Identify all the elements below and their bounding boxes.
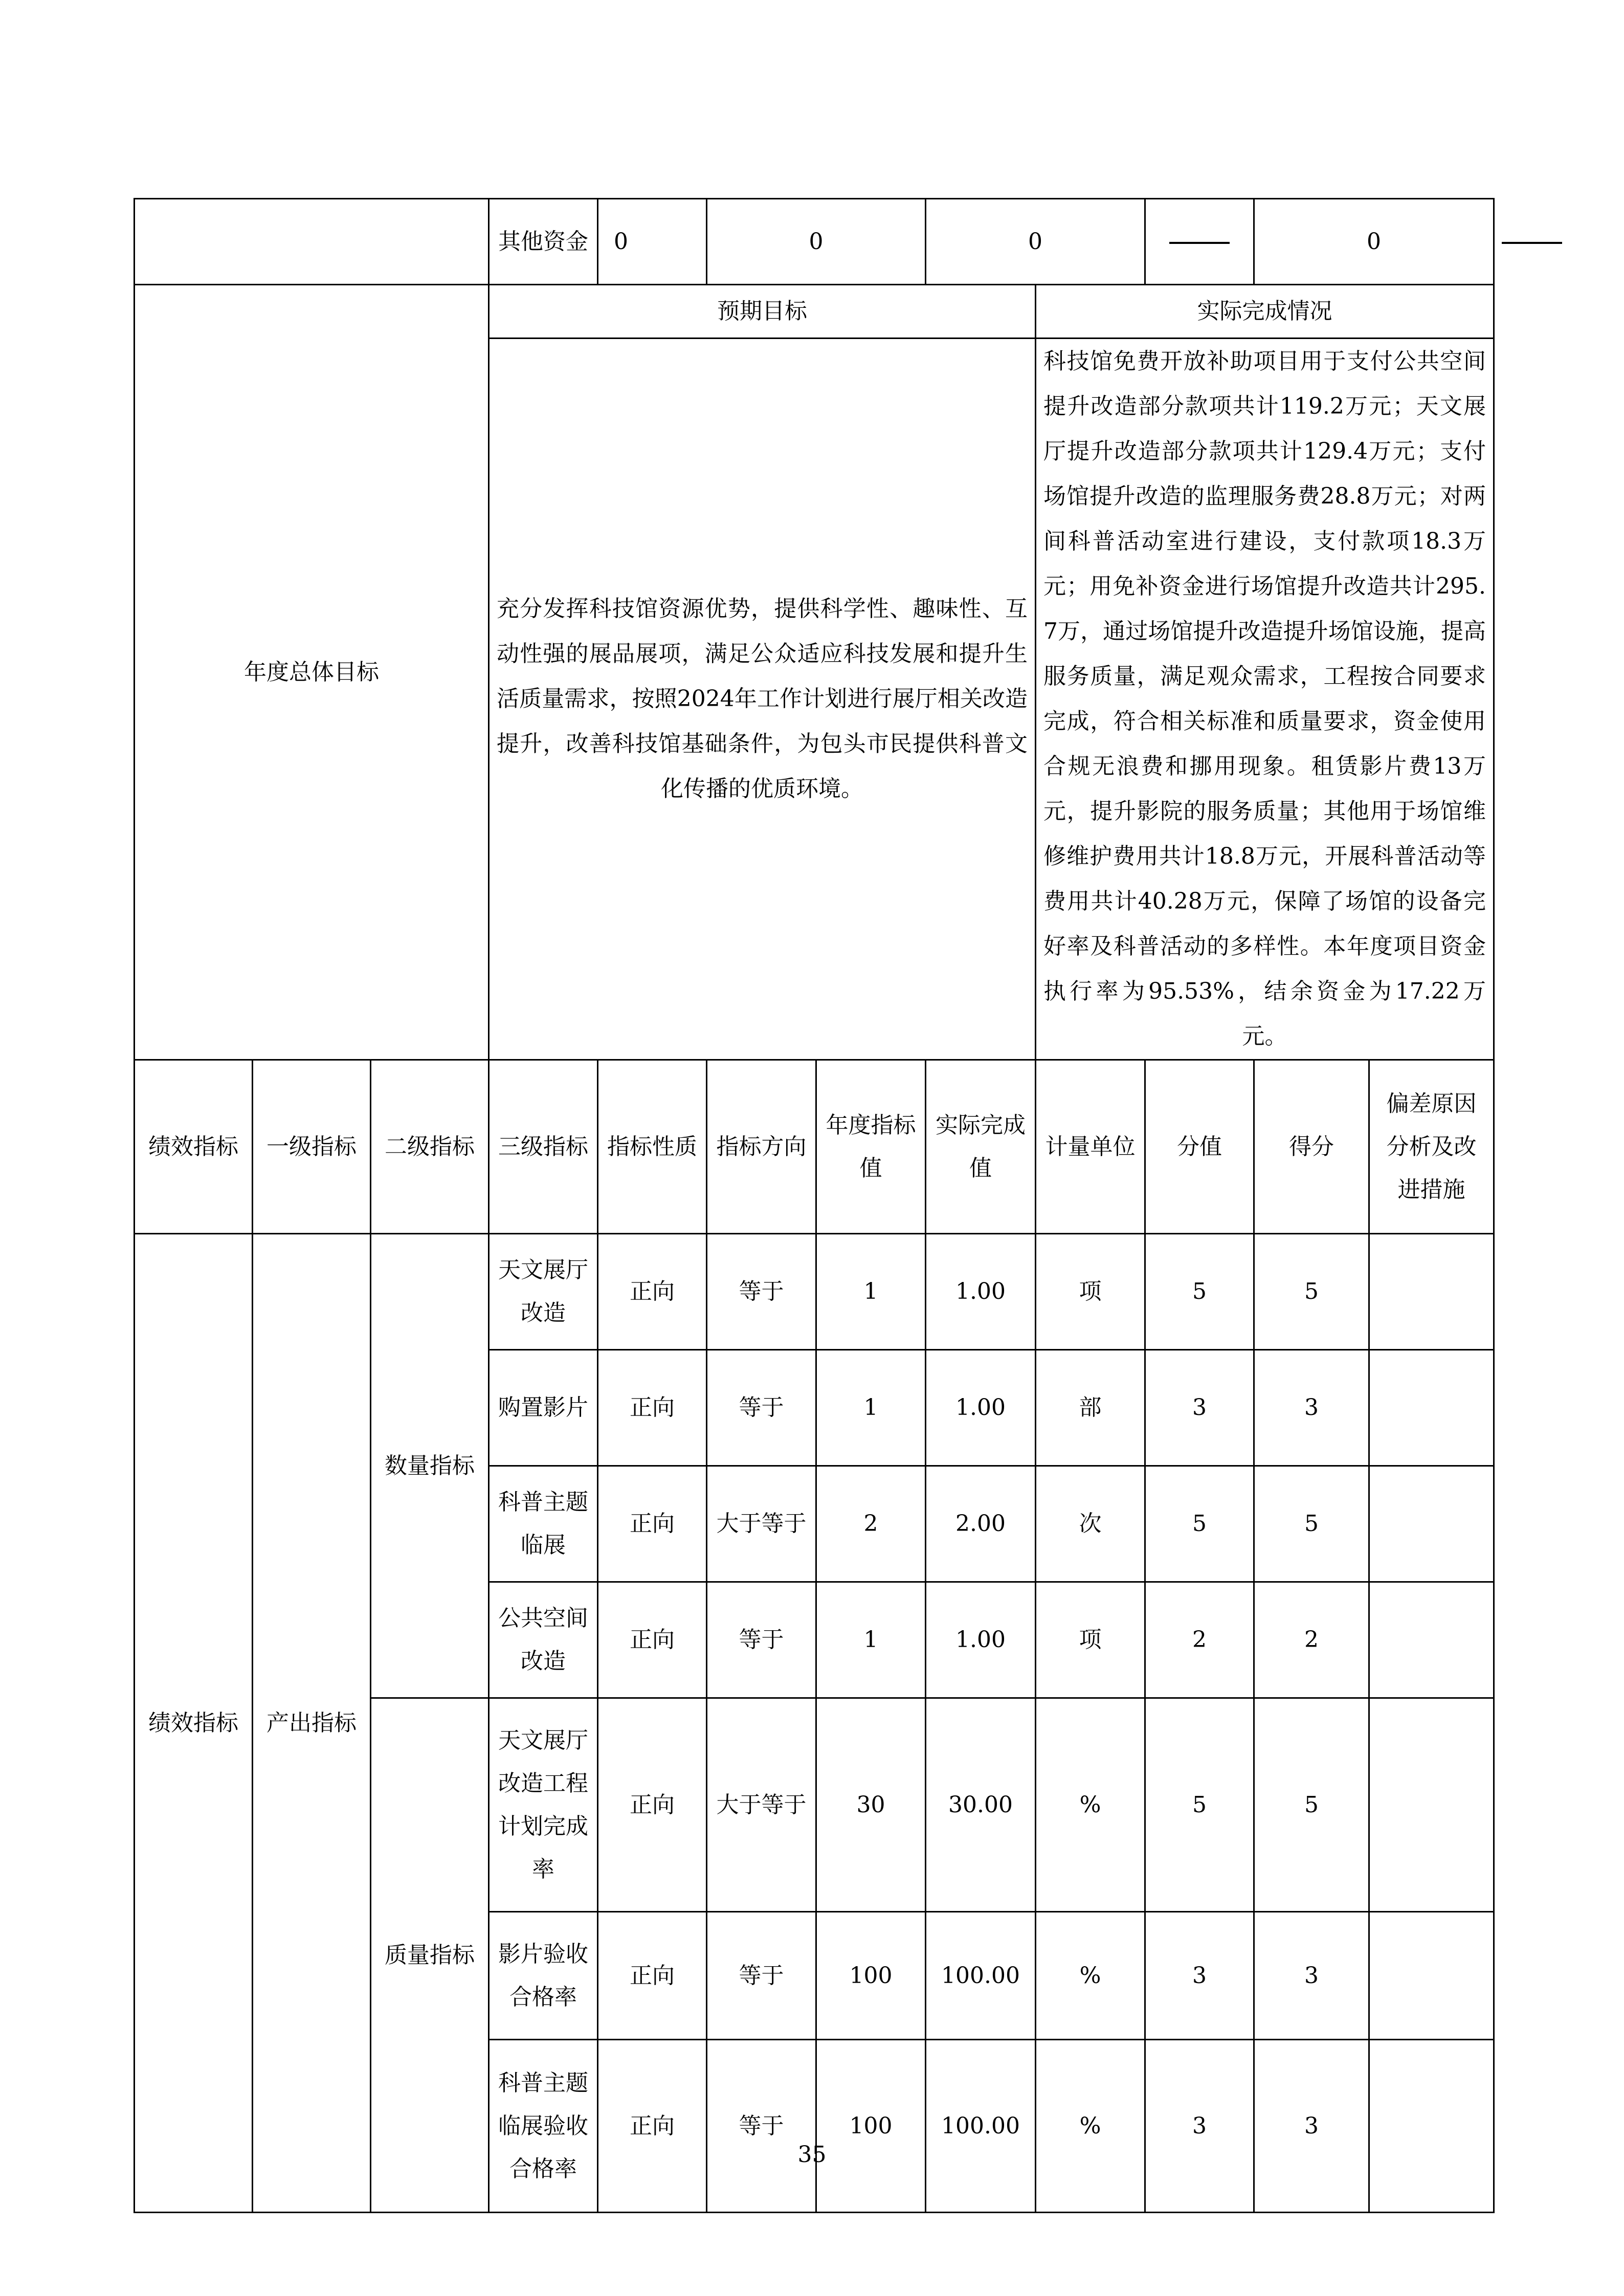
goals-header-row bbox=[135, 285, 1494, 339]
indicator-reason bbox=[1369, 1466, 1494, 1582]
indicator-nature: 正向 bbox=[598, 1698, 707, 1912]
indicator-reason bbox=[1369, 1350, 1494, 1466]
indicator-actual: 100.00 bbox=[926, 2040, 1036, 2213]
header-reason: 偏差原因分析及改进措施 bbox=[1369, 1060, 1494, 1234]
indicator-direction: 等于 bbox=[707, 2040, 816, 2213]
indicator-header-row bbox=[135, 1060, 1494, 1234]
indicator-target: 100 bbox=[816, 2040, 926, 2213]
quality-indicator-cell: 质量指标 bbox=[371, 1698, 489, 2213]
indicator-name: 科普主题临展验收合格率 bbox=[489, 2040, 598, 2213]
dash-mark bbox=[1502, 242, 1562, 244]
indicator-nature: 正向 bbox=[598, 2040, 707, 2213]
indicator-score: 5 bbox=[1145, 1698, 1254, 1912]
indicator-actual: 1.00 bbox=[926, 1350, 1036, 1466]
header-level2: 二级指标 bbox=[371, 1060, 489, 1234]
indicator-got: 3 bbox=[1254, 1350, 1369, 1466]
indicator-direction: 大于等于 bbox=[707, 1466, 816, 1582]
expected-goal-header: 预期目标 bbox=[489, 285, 1036, 339]
expected-goal-text: 充分发挥科技馆资源优势，提供科学性、趣味性、互动性强的展品展项，满足公众适应科技发展和提升生活质量需求，按照2024年工作计划进行展厅相关改造提升，改善科技馆基础条件，为包头市民提供科普文化传播的优质环境。 bbox=[489, 339, 1036, 1060]
indicator-name: 天文展厅改造工程计划完成率 bbox=[489, 1698, 598, 1912]
page-number: 35 bbox=[797, 2142, 827, 2168]
dash-mark bbox=[1169, 242, 1230, 244]
indicator-reason bbox=[1369, 1234, 1494, 1350]
indicator-reason bbox=[1369, 1698, 1494, 1912]
indicator-direction: 大于等于 bbox=[707, 1698, 816, 1912]
performance-indicator-cell: 绩效指标 bbox=[135, 1234, 253, 2213]
indicator-actual: 1.00 bbox=[926, 1234, 1036, 1350]
indicator-nature: 正向 bbox=[598, 1234, 707, 1350]
indicator-score: 3 bbox=[1145, 1350, 1254, 1466]
header-target: 年度指标值 bbox=[816, 1060, 926, 1234]
indicator-got: 2 bbox=[1254, 1582, 1369, 1698]
indicator-direction: 等于 bbox=[707, 1350, 816, 1466]
indicator-reason bbox=[1369, 1912, 1494, 2040]
indicator-score: 5 bbox=[1145, 1234, 1254, 1350]
indicator-nature: 正向 bbox=[598, 1466, 707, 1582]
header-score: 分值 bbox=[1145, 1060, 1254, 1234]
indicator-name: 公共空间改造 bbox=[489, 1582, 598, 1698]
header-level1: 一级指标 bbox=[253, 1060, 371, 1234]
header-performance: 绩效指标 bbox=[135, 1060, 253, 1234]
indicator-unit: 部 bbox=[1036, 1350, 1145, 1466]
table-row bbox=[135, 1234, 1494, 1350]
output-indicator-cell: 产出指标 bbox=[253, 1234, 371, 2213]
indicator-name: 科普主题临展 bbox=[489, 1466, 598, 1582]
indicator-name: 影片验收合格率 bbox=[489, 1912, 598, 2040]
header-direction: 指标方向 bbox=[707, 1060, 816, 1234]
header-level3: 三级指标 bbox=[489, 1060, 598, 1234]
indicator-unit: 项 bbox=[1036, 1234, 1145, 1350]
indicator-unit: % bbox=[1036, 1912, 1145, 2040]
indicator-actual: 100.00 bbox=[926, 1912, 1036, 2040]
funding-value-1: 0 bbox=[598, 199, 707, 285]
indicator-target: 1 bbox=[816, 1582, 926, 1698]
indicator-direction: 等于 bbox=[707, 1582, 816, 1698]
indicator-target: 100 bbox=[816, 1912, 926, 2040]
indicator-reason bbox=[1369, 2040, 1494, 2213]
funding-label: 其他资金 bbox=[489, 199, 598, 285]
quantity-indicator-cell: 数量指标 bbox=[371, 1234, 489, 1698]
indicator-actual: 30.00 bbox=[926, 1698, 1036, 1912]
indicator-got: 5 bbox=[1254, 1234, 1369, 1350]
indicator-nature: 正向 bbox=[598, 1912, 707, 2040]
funding-value-5: 0 bbox=[1254, 199, 1494, 285]
indicator-target: 2 bbox=[816, 1466, 926, 1582]
indicator-score: 3 bbox=[1145, 2040, 1254, 2213]
indicator-got: 5 bbox=[1254, 1698, 1369, 1912]
indicator-unit: 次 bbox=[1036, 1466, 1145, 1582]
indicator-target: 1 bbox=[816, 1350, 926, 1466]
header-nature: 指标性质 bbox=[598, 1060, 707, 1234]
funding-value-3: 0 bbox=[926, 199, 1145, 285]
indicator-actual: 2.00 bbox=[926, 1466, 1036, 1582]
indicator-nature: 正向 bbox=[598, 1582, 707, 1698]
indicator-name: 天文展厅改造 bbox=[489, 1234, 598, 1350]
indicator-nature: 正向 bbox=[598, 1350, 707, 1466]
funding-empty-cell bbox=[135, 199, 489, 285]
indicator-unit: % bbox=[1036, 1698, 1145, 1912]
indicator-score: 5 bbox=[1145, 1466, 1254, 1582]
indicator-score: 3 bbox=[1145, 1912, 1254, 2040]
annual-goal-label: 年度总体目标 bbox=[135, 285, 489, 1060]
indicator-got: 3 bbox=[1254, 2040, 1369, 2213]
indicator-target: 30 bbox=[816, 1698, 926, 1912]
funding-value-2: 0 bbox=[707, 199, 926, 285]
indicator-name: 购置影片 bbox=[489, 1350, 598, 1466]
header-actual: 实际完成值 bbox=[926, 1060, 1036, 1234]
actual-completion-text: 科技馆免费开放补助项目用于支付公共空间提升改造部分款项共计119.2万元；天文展厅提升改造部分款项共计129.4万元；支付场馆提升改造的监理服务费28.8万元；对两间科普活动室进行建设，支付款项18.3万元；用免补资金进行场馆提升改造共计295.7万，通过场馆提升改造提升场馆设施，提高服务质量，满足观众需求，工程按合同要求完成，符合相关标准和质量要求，资金使用合规无浪费和挪用现象。租赁影片费13万元，提升影院的服务质量；其他用于场馆维修维护费用共计18.8万元，开展科普活动等费用共计40.28万元，保障了场馆的设备完好率及科普活动的多样性。本年度项目资金执行率为95.53%，结余资金为17.22万元。 bbox=[1036, 339, 1494, 1060]
indicator-got: 3 bbox=[1254, 1912, 1369, 2040]
header-unit: 计量单位 bbox=[1036, 1060, 1145, 1234]
indicator-target: 1 bbox=[816, 1234, 926, 1350]
actual-completion-header: 实际完成情况 bbox=[1036, 285, 1494, 339]
header-got: 得分 bbox=[1254, 1060, 1369, 1234]
indicator-got: 5 bbox=[1254, 1466, 1369, 1582]
funding-row bbox=[135, 199, 1494, 285]
indicator-actual: 1.00 bbox=[926, 1582, 1036, 1698]
indicator-unit: 项 bbox=[1036, 1582, 1145, 1698]
performance-table bbox=[134, 198, 1495, 2213]
indicator-direction: 等于 bbox=[707, 1234, 816, 1350]
indicator-unit: % bbox=[1036, 2040, 1145, 2213]
indicator-reason bbox=[1369, 1582, 1494, 1698]
indicator-direction: 等于 bbox=[707, 1912, 816, 2040]
funding-value-4 bbox=[1145, 199, 1254, 285]
indicator-score: 2 bbox=[1145, 1582, 1254, 1698]
